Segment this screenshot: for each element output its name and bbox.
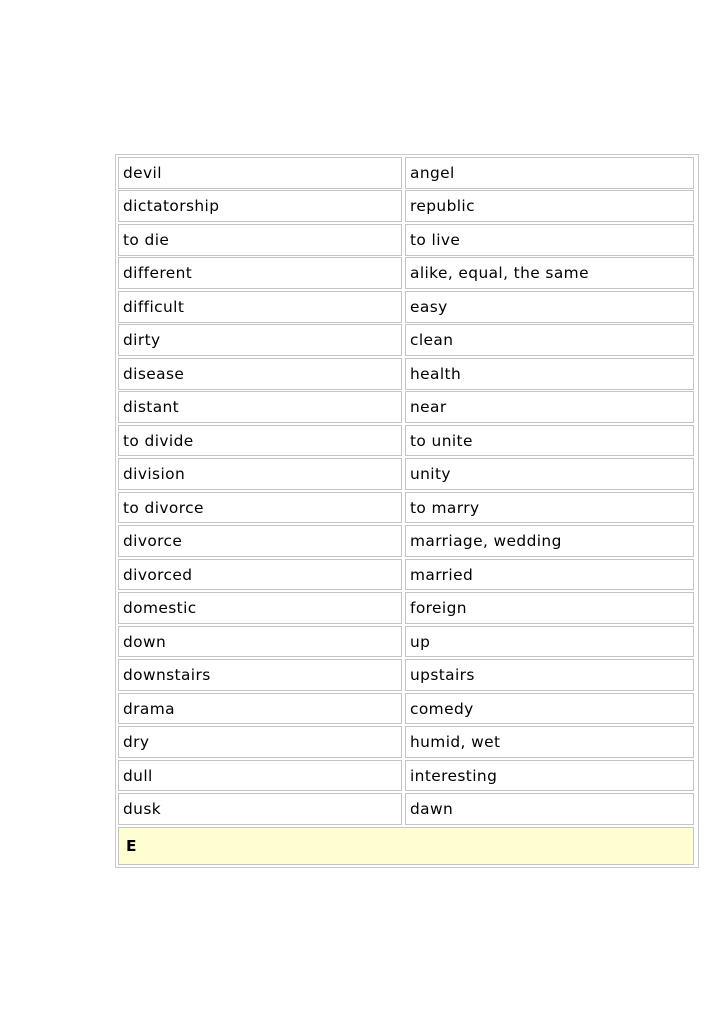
opposite-cell: unity: [405, 458, 694, 490]
section-header-row: [118, 827, 696, 865]
word-cell: divorce: [118, 525, 402, 557]
table-row: [118, 525, 696, 557]
table-row: [118, 693, 696, 725]
opposite-cell: married: [405, 559, 694, 591]
opposite-cell: near: [405, 391, 694, 423]
table-row: [118, 626, 696, 658]
word-cell: to divorce: [118, 492, 402, 524]
opposite-cell: dawn: [405, 793, 694, 825]
table-row: [118, 224, 696, 256]
table-body: [116, 155, 698, 867]
table-row: [118, 425, 696, 457]
opposite-cell: alike, equal, the same: [405, 257, 694, 289]
word-cell: dull: [118, 760, 402, 792]
word-cell: difficult: [118, 291, 402, 323]
word-cell: drama: [118, 693, 402, 725]
table-row: [118, 324, 696, 356]
word-cell: dusk: [118, 793, 402, 825]
word-cell: divorced: [118, 559, 402, 591]
table-row: [118, 358, 696, 390]
section-header-letter: E: [118, 827, 694, 865]
opposite-cell: foreign: [405, 592, 694, 624]
word-cell: devil: [118, 157, 402, 189]
table-row: [118, 726, 696, 758]
table-row: [118, 291, 696, 323]
word-cell: domestic: [118, 592, 402, 624]
opposite-cell: upstairs: [405, 659, 694, 691]
opposite-cell: humid, wet: [405, 726, 694, 758]
opposite-cell: easy: [405, 291, 694, 323]
word-cell: dirty: [118, 324, 402, 356]
opposite-cell: comedy: [405, 693, 694, 725]
opposite-cell: marriage, wedding: [405, 525, 694, 557]
opposite-cell: to live: [405, 224, 694, 256]
table-row: [118, 592, 696, 624]
table-row: [118, 190, 696, 222]
word-cell: division: [118, 458, 402, 490]
opposite-cell: clean: [405, 324, 694, 356]
opposite-cell: republic: [405, 190, 694, 222]
table-row: [118, 659, 696, 691]
opposite-cell: health: [405, 358, 694, 390]
word-cell: disease: [118, 358, 402, 390]
word-cell: to die: [118, 224, 402, 256]
opposite-cell: interesting: [405, 760, 694, 792]
table-row: [118, 458, 696, 490]
table-row: [118, 760, 696, 792]
opposite-cell: to unite: [405, 425, 694, 457]
table-row: [118, 559, 696, 591]
opposite-cell: angel: [405, 157, 694, 189]
opposite-cell: up: [405, 626, 694, 658]
word-cell: to divide: [118, 425, 402, 457]
table-row: [118, 157, 696, 189]
table-row: [118, 257, 696, 289]
word-cell: dry: [118, 726, 402, 758]
word-cell: different: [118, 257, 402, 289]
word-cell: down: [118, 626, 402, 658]
antonyms-table: [115, 154, 699, 868]
table-row: [118, 391, 696, 423]
word-cell: distant: [118, 391, 402, 423]
opposite-cell: to marry: [405, 492, 694, 524]
table-row: [118, 492, 696, 524]
table-row: [118, 793, 696, 825]
word-cell: dictatorship: [118, 190, 402, 222]
word-cell: downstairs: [118, 659, 402, 691]
